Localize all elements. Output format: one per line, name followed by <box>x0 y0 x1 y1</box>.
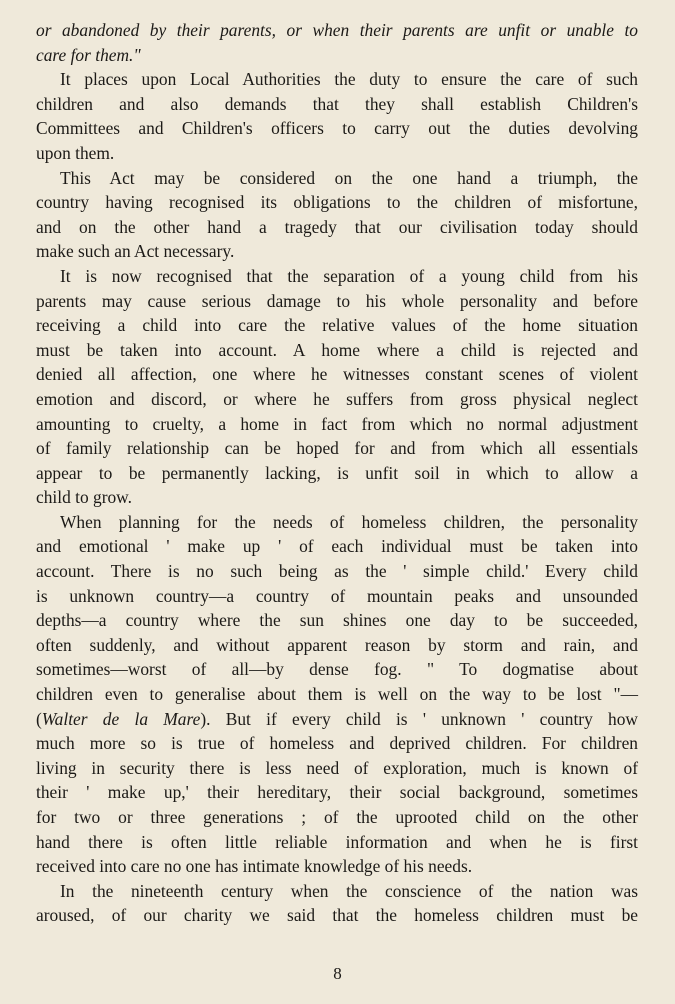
text-line: for two or three generations ; of the uprooted child on the other <box>36 807 638 827</box>
text-line: hand there is often little reliable information and when he is first <box>36 831 638 852</box>
paragraph <box>36 510 638 879</box>
text-line: and emotional ' make up ' of each individual must be taken into <box>36 536 638 557</box>
text-line: denied all affection, one where he witnesses constant scenes of violent <box>36 364 638 385</box>
text-line: It is now recognised that the separation of a young child from his <box>60 265 638 286</box>
paragraph <box>36 264 638 510</box>
paragraph <box>36 67 638 165</box>
text-line: and on the other hand a tragedy that our civilisation today should <box>36 216 638 237</box>
text-line: country having recognised its obligations to the children of misfortune, <box>36 192 638 213</box>
attribution-open: ( <box>36 708 42 729</box>
text-line: children even to generalise about them is well on the way to be lost "— <box>36 684 638 705</box>
paragraph <box>36 879 638 928</box>
text-line: upon them. <box>36 142 115 163</box>
text-line: aroused, of our charity we said that the homeless children must be <box>36 905 638 926</box>
text-line: sometimes—worst of all—by dense fog. " To dogmatise about <box>36 659 638 680</box>
text-line: This Act may be considered on the one hand a triumph, the <box>60 167 638 188</box>
text-line: is unknown country—a country of mountain peaks and unsounded <box>36 585 638 606</box>
page-number: 8 <box>333 964 342 983</box>
text-line: parents may cause serious damage to his whole personality and before <box>36 290 638 311</box>
attribution-name: Walter de la Mare <box>41 708 201 729</box>
text-line: often suddenly, and without apparent reason by storm and rain, and <box>36 634 638 655</box>
text-line: children and also demands that they shall establish Children's <box>36 93 638 114</box>
text-line: or abandoned by their parents, or when their parents are unfit or unable to <box>36 20 638 40</box>
text-line: It places upon Local Authorities the duty to ensure the care of such <box>60 69 638 90</box>
quote-attribution-line <box>36 707 638 732</box>
text-line: child to grow. <box>36 487 132 508</box>
body-text <box>36 18 638 928</box>
text-line: emotion and discord, or where he suffers from gross physical neglect <box>36 388 638 409</box>
text-line: When planning for the needs of homeless children, the personality <box>60 511 638 532</box>
text-line: received into care no one has intimate knowledge of his needs. <box>36 856 473 877</box>
text-line: living in security there is less need of exploration, much is known of <box>36 757 638 778</box>
text-line: of family relationship can be hoped for and from which all essentials <box>36 438 638 459</box>
text-line: make such an Act necessary. <box>36 241 235 262</box>
text-line: depths—a country where the sun shines one day to be succeeded, <box>36 610 638 631</box>
text-line: account. There is no such being as the ' simple child.' Every child <box>36 561 638 582</box>
attribution-close: ) <box>200 708 207 729</box>
attribution-line-rest: . But if every child is ' unknown ' country how <box>206 708 638 729</box>
text-line: their ' make up,' their hereditary, their social background, sometimes <box>36 782 638 803</box>
text-line: care for them." <box>36 44 141 65</box>
continuation-text <box>36 18 638 67</box>
text-line: much more so is true of homeless and deprived children. For children <box>36 733 638 754</box>
text-line: must be taken into account. A home where a child is rejected and <box>36 339 638 360</box>
text-line: amounting to cruelty, a home in fact from which no normal adjustment <box>36 413 638 434</box>
paragraph <box>36 166 638 264</box>
text-line: Committees and Children's officers to carry out the duties devolving <box>36 118 638 139</box>
text-line: appear to be permanently lacking, is unfit soil in which to allow a <box>36 462 638 483</box>
text-line: receiving a child into care the relative values of the home situation <box>36 315 638 336</box>
text-line: In the nineteenth century when the conscience of the nation was <box>60 880 638 901</box>
